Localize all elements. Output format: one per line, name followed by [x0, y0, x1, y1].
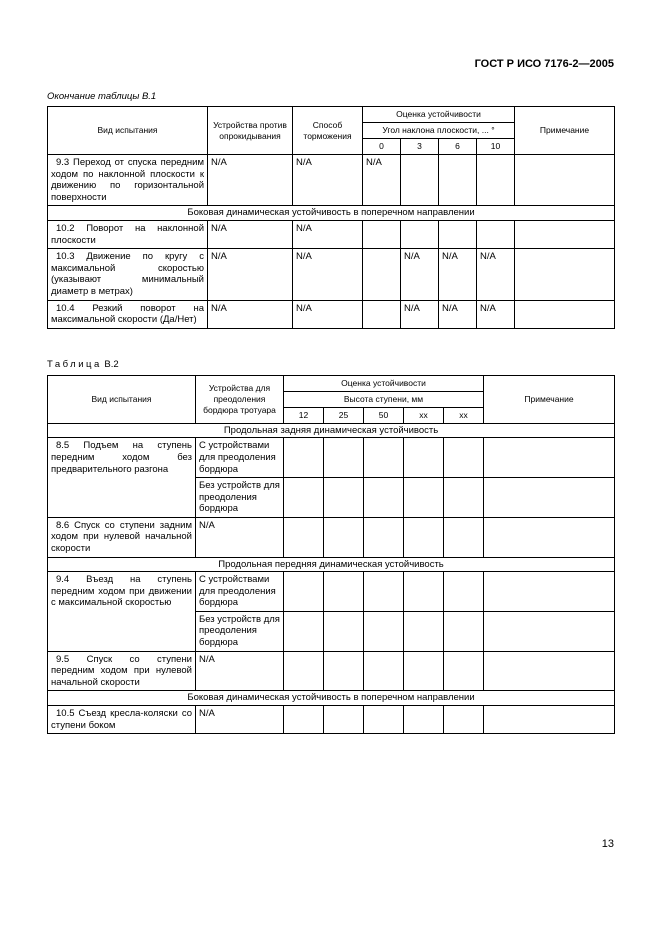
empty-cell	[284, 517, 324, 557]
table-b2-caption-word: Таблица	[47, 358, 102, 370]
test-name: 9.3 Переход от спуска передним ходом по наклонной плоскости к движению по горизонтальной поверхности	[48, 155, 208, 206]
empty-cell	[444, 572, 484, 612]
braking-value: N/A	[293, 300, 363, 328]
empty-cell	[363, 221, 401, 249]
device-value: С устройствами для преодоления бордюра	[196, 572, 284, 612]
empty-cell	[364, 611, 404, 651]
empty-cell	[364, 651, 404, 691]
empty-cell	[284, 611, 324, 651]
col-header-test: Вид испытания	[48, 107, 208, 155]
col-header-height-xx2: xx	[444, 407, 484, 423]
col-header-height-xx1: xx	[404, 407, 444, 423]
col-header-angle-6: 6	[439, 139, 477, 155]
device-value: N/A	[196, 517, 284, 557]
device-value: С устройствами для преодоления бордюра	[196, 438, 284, 478]
note-cell	[484, 705, 615, 733]
note-cell	[484, 572, 615, 612]
table-b2-caption	[47, 359, 614, 370]
empty-cell	[284, 705, 324, 733]
empty-cell	[404, 705, 444, 733]
test-name: 10.5 Съезд кресла-коляски со ступени боком	[48, 705, 196, 733]
empty-cell	[364, 478, 404, 518]
empty-cell	[404, 478, 444, 518]
device-value: Без устройств для преодоления бордюра	[196, 478, 284, 518]
angle-0-value: N/A	[363, 155, 401, 206]
empty-cell	[439, 221, 477, 249]
page-content	[47, 91, 614, 734]
empty-cell	[404, 438, 444, 478]
col-header-angle-0: 0	[363, 139, 401, 155]
device-value: Без устройств для преодоления бордюра	[196, 611, 284, 651]
braking-value: N/A	[293, 155, 363, 206]
col-header-note: Примечание	[515, 107, 615, 155]
angle-10-value: N/A	[477, 249, 515, 300]
empty-cell	[284, 478, 324, 518]
table-b1-caption: Окончание таблицы В.1	[47, 91, 157, 102]
note-cell	[484, 517, 615, 557]
empty-cell	[444, 478, 484, 518]
angle-3-value: N/A	[401, 300, 439, 328]
antitip-value: N/A	[208, 300, 293, 328]
note-cell	[484, 438, 615, 478]
col-header-height-25: 25	[324, 407, 364, 423]
empty-cell	[324, 517, 364, 557]
page-number: 13	[601, 838, 614, 850]
empty-cell	[364, 705, 404, 733]
angle-6-value: N/A	[439, 249, 477, 300]
empty-cell	[404, 517, 444, 557]
col-header-device: Устройства для преодоления бордюра тротуара	[196, 375, 284, 423]
section-row-lateral	[48, 206, 615, 221]
col-header-antitip: Устройства против опрокидывания	[208, 107, 293, 155]
empty-cell	[364, 438, 404, 478]
test-name: 10.2 Поворот на наклонной плоскости	[48, 221, 208, 249]
section-label: Продольная передняя динамическая устойчивость	[48, 557, 615, 572]
table-b1	[47, 106, 615, 329]
empty-cell	[284, 651, 324, 691]
table-row-9-3	[48, 155, 615, 206]
note-cell	[515, 155, 615, 206]
test-name: 9.5 Спуск со ступени передним ходом при нулевой начальной скорости	[48, 651, 196, 691]
section-label: Боковая динамическая устойчивость в поперечном направлении	[48, 691, 615, 706]
section-row-front	[48, 557, 615, 572]
angle-6-value: N/A	[439, 300, 477, 328]
col-header-stability: Оценка устойчивости	[284, 375, 484, 391]
test-name: 10.3 Движение по кругу с максимальной скоростью (указывают минимальный диаметр в метрах)	[48, 249, 208, 300]
section-row-side	[48, 691, 615, 706]
section-label: Продольная задняя динамическая устойчивость	[48, 423, 615, 438]
empty-cell	[477, 155, 515, 206]
note-cell	[484, 651, 615, 691]
section-row-rear	[48, 423, 615, 438]
empty-cell	[444, 705, 484, 733]
empty-cell	[439, 155, 477, 206]
table-b2-header	[48, 375, 615, 423]
test-name: 10.4 Резкий поворот на максимальной скорости (Да/Нет)	[48, 300, 208, 328]
table-row-10-2	[48, 221, 615, 249]
empty-cell	[404, 651, 444, 691]
col-header-braking: Способ торможения	[293, 107, 363, 155]
table-b2	[47, 375, 615, 734]
table-row-10-5	[48, 705, 615, 733]
braking-value: N/A	[293, 249, 363, 300]
empty-cell	[324, 611, 364, 651]
col-header-angle: Угол наклона плоскости, ... °	[363, 123, 515, 139]
col-header-note: Примечание	[484, 375, 615, 423]
empty-cell	[444, 651, 484, 691]
empty-cell	[444, 611, 484, 651]
empty-cell	[324, 478, 364, 518]
col-header-height-50: 50	[364, 407, 404, 423]
empty-cell	[404, 611, 444, 651]
test-name: 9.4 Въезд на ступень передним ходом при движении с максимальной скоростью	[48, 572, 196, 651]
table-row-8-6	[48, 517, 615, 557]
col-header-angle-3: 3	[401, 139, 439, 155]
empty-cell	[284, 438, 324, 478]
antitip-value: N/A	[208, 221, 293, 249]
empty-cell	[404, 572, 444, 612]
col-header-angle-10: 10	[477, 139, 515, 155]
col-header-step-height: Высота ступени, мм	[284, 391, 484, 407]
table-row-10-4	[48, 300, 615, 328]
table-row-9-5	[48, 651, 615, 691]
test-name: 8.5 Подъем на ступень передним ходом без предварительного разгона	[48, 438, 196, 517]
empty-cell	[324, 705, 364, 733]
angle-3-value: N/A	[401, 249, 439, 300]
empty-cell	[324, 438, 364, 478]
device-value: N/A	[196, 705, 284, 733]
note-cell	[515, 221, 615, 249]
section-label: Боковая динамическая устойчивость в поперечном направлении	[48, 206, 615, 221]
antitip-value: N/A	[208, 249, 293, 300]
empty-cell	[444, 517, 484, 557]
table-row-9-4-with-device	[48, 572, 615, 612]
empty-cell	[363, 300, 401, 328]
table-row-8-5-with-device	[48, 438, 615, 478]
table-b2-caption-number: В.2	[104, 358, 119, 370]
empty-cell	[401, 221, 439, 249]
test-name: 8.6 Спуск со ступени задним ходом при нулевой начальной скорости	[48, 517, 196, 557]
empty-cell	[284, 572, 324, 612]
note-cell	[515, 249, 615, 300]
antitip-value: N/A	[208, 155, 293, 206]
col-header-height-12: 12	[284, 407, 324, 423]
device-value: N/A	[196, 651, 284, 691]
empty-cell	[324, 572, 364, 612]
braking-value: N/A	[293, 221, 363, 249]
empty-cell	[444, 438, 484, 478]
table-row-10-3	[48, 249, 615, 300]
note-cell	[484, 478, 615, 518]
empty-cell	[477, 221, 515, 249]
doc-header: ГОСТ Р ИСО 7176-2—2005	[474, 58, 614, 70]
col-header-stability: Оценка устойчивости	[363, 107, 515, 123]
note-cell	[515, 300, 615, 328]
empty-cell	[363, 249, 401, 300]
table-b1-header	[48, 107, 615, 155]
empty-cell	[364, 517, 404, 557]
note-cell	[484, 611, 615, 651]
angle-10-value: N/A	[477, 300, 515, 328]
empty-cell	[401, 155, 439, 206]
empty-cell	[324, 651, 364, 691]
empty-cell	[364, 572, 404, 612]
col-header-test: Вид испытания	[48, 375, 196, 423]
